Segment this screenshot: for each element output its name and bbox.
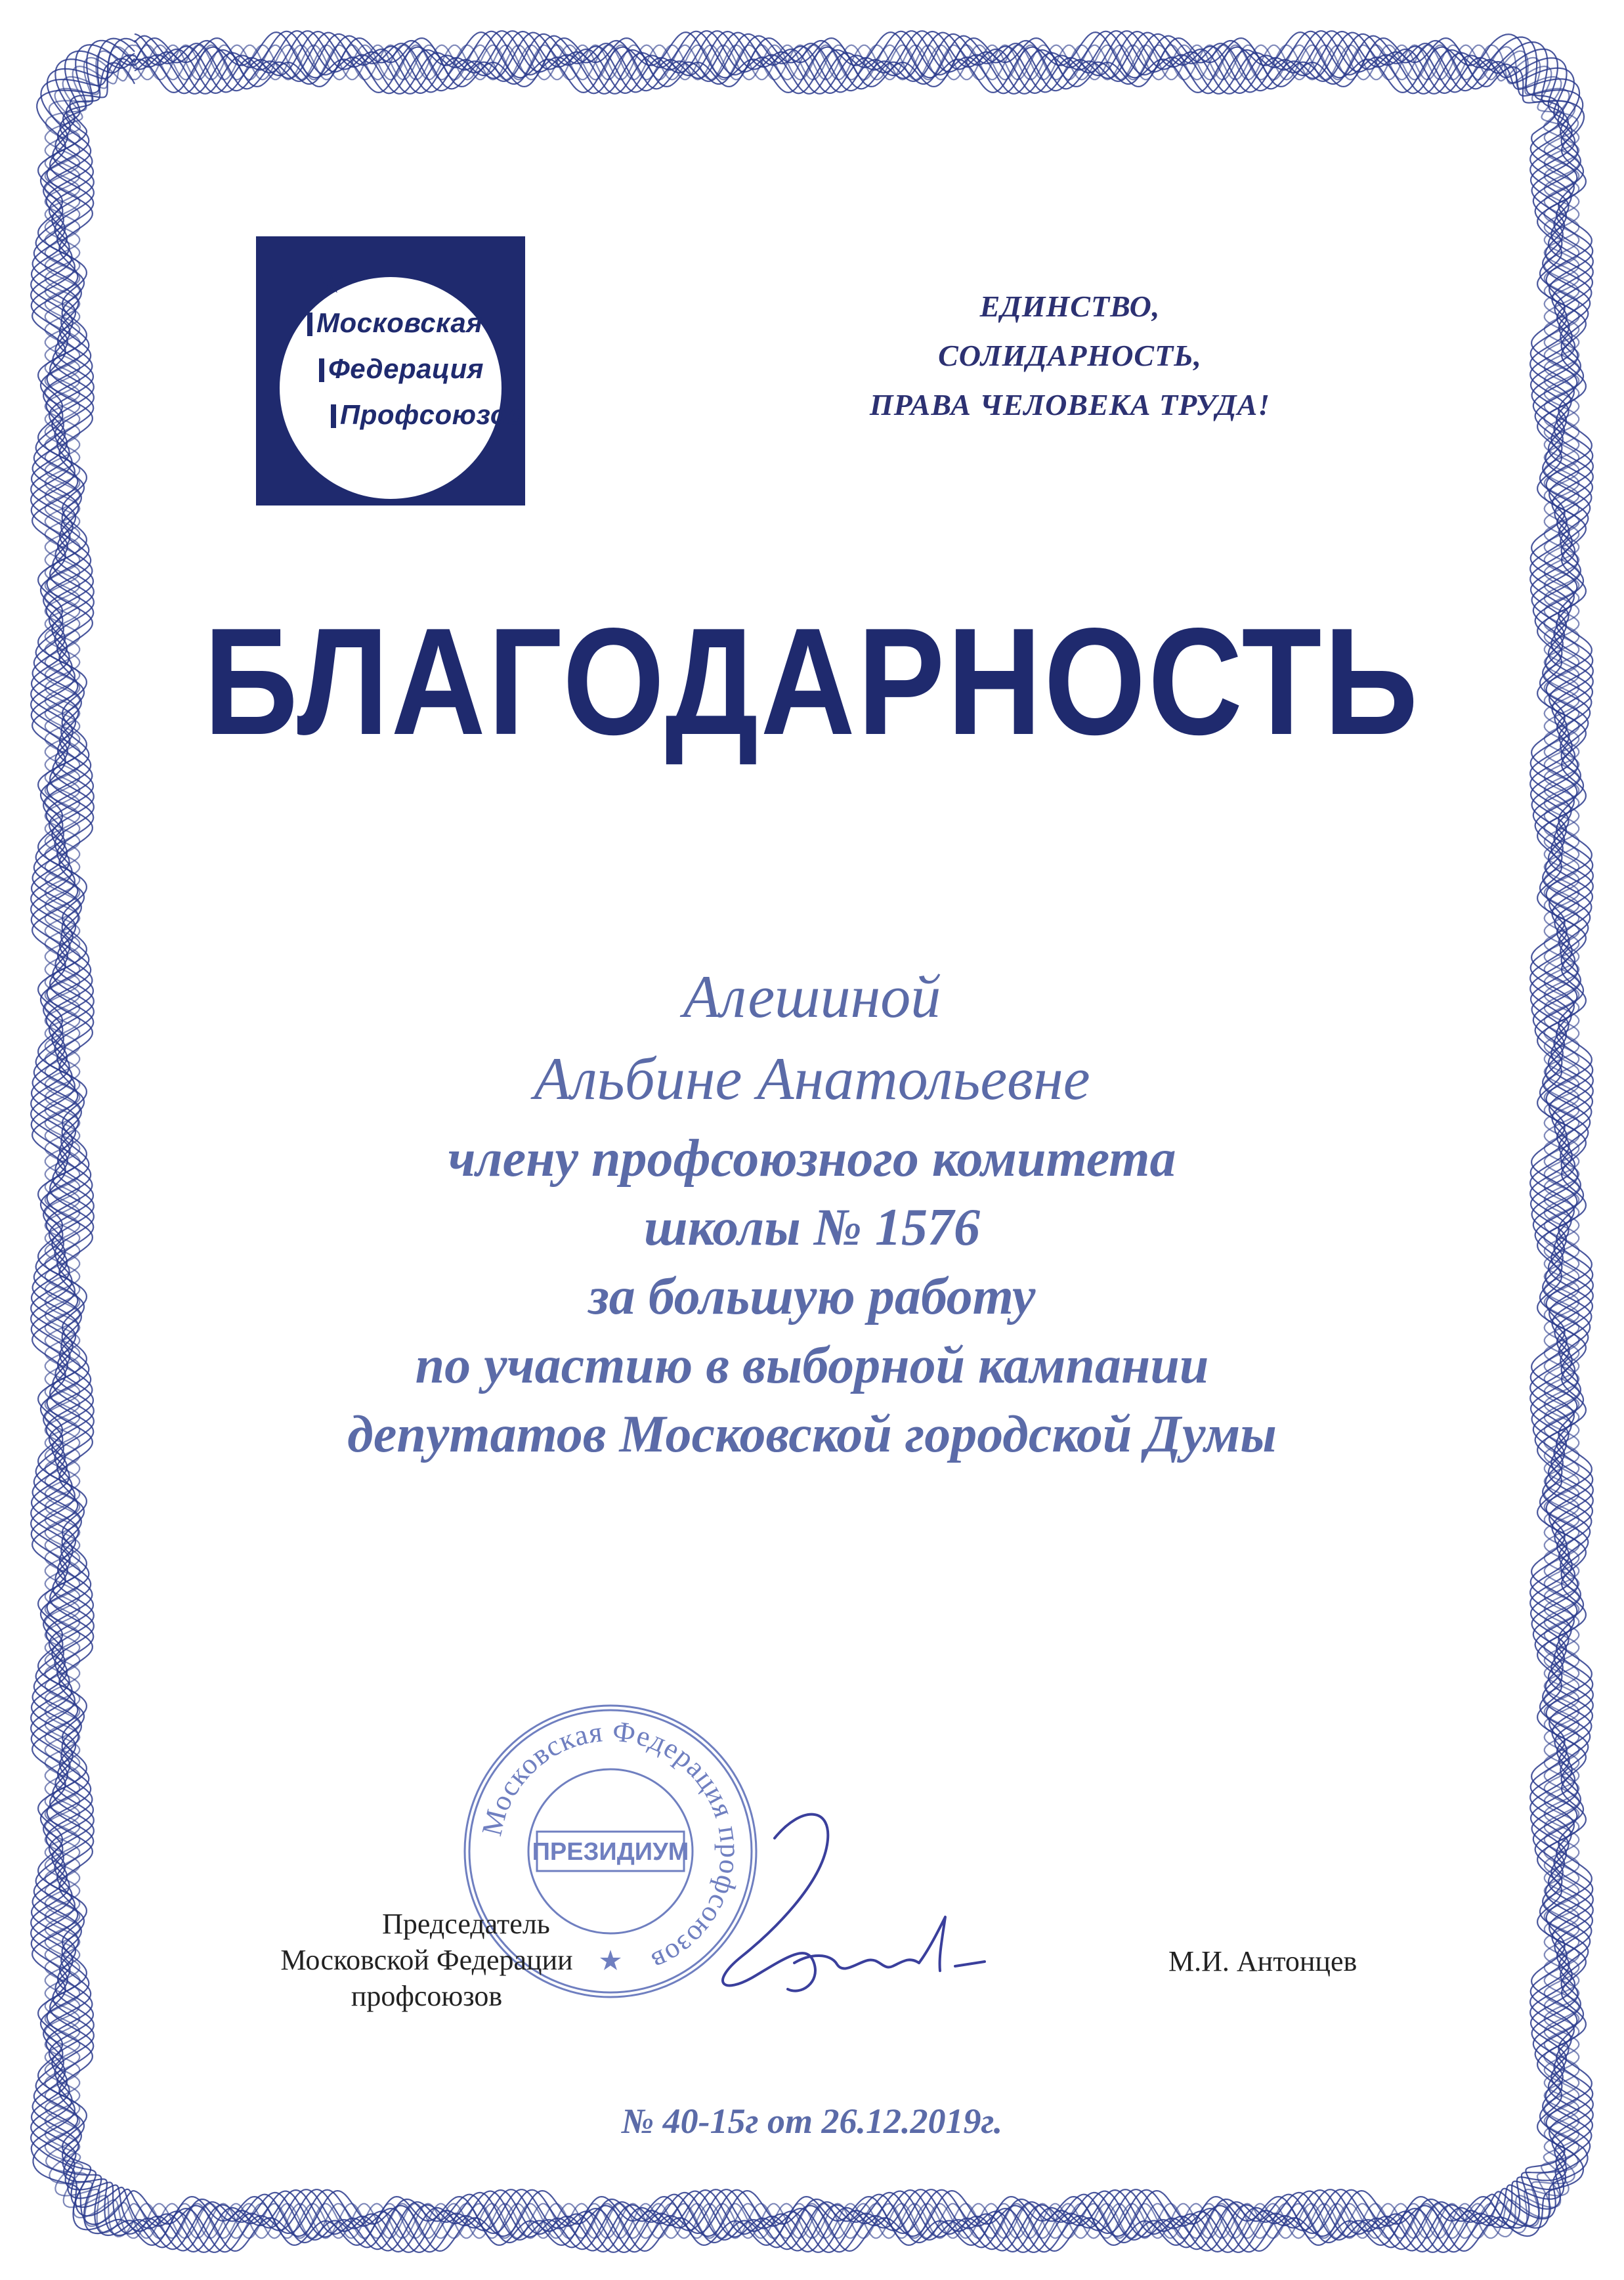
recipient-name: Альбине Анатольевне [534, 1045, 1090, 1112]
document-number-date: № 40-15г от 26.12.2019г. [621, 2101, 1003, 2141]
logo-bar [307, 312, 312, 336]
stamp-center-text: ПРЕЗИДИУМ [532, 1838, 689, 1866]
text-line-4: по участию в выборной кампании [415, 1337, 1209, 1394]
signer-name: М.И. Антонцев [1168, 1945, 1357, 1977]
position-line-2: Московской Федерации [280, 1944, 573, 1976]
motto-line-1: ЕДИНСТВО, [979, 290, 1161, 323]
position-line-1: Председатель [382, 1908, 550, 1940]
motto-line-3: ПРАВА ЧЕЛОВЕКА ТРУДА! [869, 388, 1271, 421]
motto-line-2: СОЛИДАРНОСТЬ, [938, 339, 1202, 372]
text-line-2: школы № 1576 [644, 1199, 980, 1257]
text-line-5: депутатов Московской городской Думы [347, 1406, 1277, 1463]
federation-logo [256, 236, 525, 505]
recipient-surname: Алешиной [683, 963, 941, 1030]
document-title: БЛАГОДАРНОСТЬ [203, 597, 1421, 767]
stamp-ring-text: Московская Федерация профсоюзов [475, 1715, 747, 1979]
star-icon [322, 274, 341, 294]
logo-bar [319, 358, 324, 382]
logo-text-line-1: Московская [316, 307, 483, 338]
text-line-3: за большую работу [588, 1268, 1036, 1325]
logo-text-line-2: Федерация [328, 353, 484, 384]
handwritten-signature [696, 1799, 998, 2015]
logo-text-line-3: Профсоюзов [340, 399, 524, 430]
position-line-3: профсоюзов [351, 1980, 503, 2012]
logo-bar [331, 404, 336, 428]
text-line-1: члену профсоюзного комитета [448, 1130, 1176, 1188]
